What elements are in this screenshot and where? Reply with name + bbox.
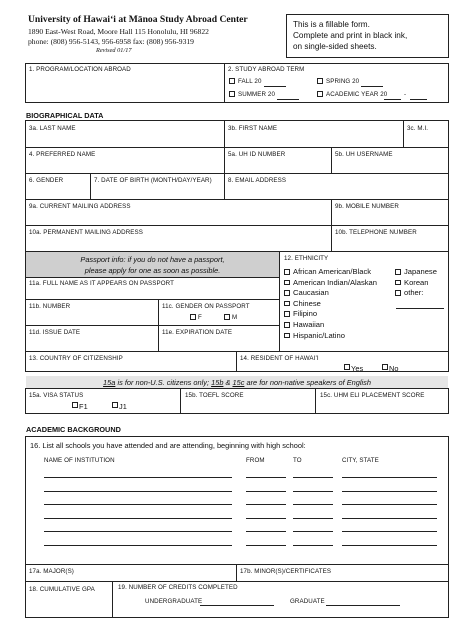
citizenship-label: 13. COUNTRY OF CITIZENSHIP [29,355,123,362]
cumulative-gpa-label: 18. CUMULATIVE GPA [29,586,95,593]
passport-gender-label: 11c. GENDER ON PASSPORT [162,303,250,310]
school-row-institution-input[interactable] [44,491,232,492]
notice-line-1: This is a fillable form. [293,20,370,29]
majors-label: 17a. MAJOR(S) [29,568,74,575]
summer-checkbox[interactable] [229,91,235,97]
undergraduate-credits-input[interactable] [200,605,274,606]
gender-input[interactable] [26,186,89,198]
preferred-name-input[interactable] [26,160,223,172]
ethnicity-left-label: African American/Black [293,267,372,276]
school-row-from-input[interactable] [246,491,286,492]
passport-gender-f-checkbox[interactable] [190,314,196,320]
ethnicity-right-label: other: [404,288,424,298]
schools-instructions: 16. List all schools you have attended and are attending, beginning with high school: [30,441,306,450]
school-row-to-input[interactable] [293,545,333,546]
graduate-label: GRADUATE [290,598,325,605]
resident-no-label: No [389,364,399,373]
academic-year-checkbox[interactable] [317,91,323,97]
ethnicity-label: 12. ETHNICITY [284,255,329,262]
school-row-city-state-input[interactable] [342,531,437,532]
email-label: 8. EMAIL ADDRESS [228,177,287,184]
visa-f1-label: F1 [79,402,88,411]
ethnicity-left-checkbox[interactable] [284,322,290,328]
passport-expiration-label: 11e. EXPIRATION DATE [162,329,233,336]
mailing-address-input[interactable] [26,212,330,224]
passport-info-line-1: Passport info: if you do not have a passport, [80,255,225,264]
toefl-score-label: 15b. TOEFL SCORE [185,392,244,399]
program-location-input[interactable] [26,75,223,102]
language-note: 15a is for non-U.S. citizens only; 15b & 15c are for non-native speakers of English [103,378,371,387]
ethnicity-right-checkbox[interactable] [395,280,401,286]
date-of-birth-label: 7. DATE OF BIRTH (MONTH/DAY/YEAR) [94,177,212,184]
first-name-label: 3b. FIRST NAME [228,125,278,132]
uh-username-label: 5b. UH USERNAME [335,151,393,158]
passport-gender-m-checkbox[interactable] [224,314,230,320]
hawaii-resident-label: 14. RESIDENT OF HAWAIʻI [240,355,319,362]
notice-line-3: on single-sided sheets. [293,42,377,51]
middle-initial-input[interactable] [404,134,448,146]
resident-no-checkbox[interactable] [382,364,388,370]
biographical-data-heading: BIOGRAPHICAL DATA [26,111,104,120]
school-row-city-state-input[interactable] [342,518,437,519]
university-title: University of Hawaiʻi at Mānoa Study Abroad Center [28,14,248,25]
academic-year-dash: - [404,91,407,98]
school-row-from-input[interactable] [246,504,286,505]
minors-input[interactable] [360,566,448,580]
preferred-name-label: 4. PREFERRED NAME [29,151,96,158]
school-row-institution-input[interactable] [44,531,232,532]
school-row-from-input[interactable] [246,477,286,478]
city-state-column-header: CITY, STATE [342,457,379,464]
majors-input[interactable] [80,566,235,580]
ethnicity-left-label: Hispanic/Latino [293,330,345,340]
ethnicity-left-label: American Indian/Alaskan [293,277,377,287]
school-row-institution-input[interactable] [44,504,232,505]
telephone-number-label: 10b. TELEPHONE NUMBER [335,229,417,236]
passport-full-name-input[interactable] [26,289,278,298]
academic-year-start-input[interactable] [384,99,401,100]
ethnicity-left-label: Filipino [293,309,318,319]
school-row-city-state-input[interactable] [342,477,437,478]
mailing-address-label: 9a. CURRENT MAILING ADDRESS [29,203,131,210]
uh-username-input[interactable] [332,160,448,172]
ethnicity-left-checkbox[interactable] [284,269,290,275]
uh-id-label: 5a. UH ID NUMBER [228,151,286,158]
school-row-institution-input[interactable] [44,545,232,546]
school-row-to-input[interactable] [293,504,333,505]
ethnicity-right-checkbox[interactable] [395,269,401,275]
passport-gender-f-label: F [198,314,202,321]
center-address: 1890 East-West Road, Moore Hall 115 Honolulu, HI 96822 [28,27,209,36]
visa-f1-checkbox[interactable] [72,402,78,408]
program-location-label: 1. PROGRAM/LOCATION ABROAD [29,66,131,73]
ethnicity-right-label: Korean [404,277,429,287]
from-column-header: FROM [246,457,265,464]
summer-label: SUMMER 20 [238,91,276,98]
spring-checkbox[interactable] [317,78,323,84]
institution-column-header: NAME OF INSTITUTION [44,457,115,464]
passport-gender-m-label: M [232,314,238,321]
academic-year-end-input[interactable] [410,99,427,100]
visa-j1-label: J1 [119,402,128,411]
passport-issue-date-input[interactable] [26,338,157,350]
ethnicity-left-checkbox[interactable] [284,333,290,339]
ethnicity-left-checkbox[interactable] [284,311,290,317]
last-name-label: 3a. LAST NAME [29,125,76,132]
passport-number-input[interactable] [26,312,157,324]
eli-score-input[interactable] [316,401,448,413]
school-row-from-input[interactable] [246,531,286,532]
school-row-to-input[interactable] [293,518,333,519]
gender-label: 6. GENDER [29,177,64,184]
ethnicity-left-checkbox[interactable] [284,301,290,307]
passport-full-name-label: 11a. FULL NAME AS IT APPEARS ON PASSPORT [29,280,174,287]
minors-label: 17b. MINOR(S)/CERTIFICATES [240,568,332,575]
school-row-to-input[interactable] [293,491,333,492]
spring-label: SPRING 20 [326,78,360,85]
fall-label: FALL 20 [238,78,262,85]
visa-status-label: 15a. VISA STATUS [29,392,84,399]
passport-issue-date-label: 11d. ISSUE DATE [29,329,81,336]
school-row-to-input[interactable] [293,477,333,478]
cumulative-gpa-input[interactable] [26,595,111,617]
passport-info-line-2: please apply for one as soon as possible. [84,266,221,275]
resident-yes-label: Yes [351,364,364,373]
mobile-number-input[interactable] [332,212,448,224]
school-row-city-state-input[interactable] [342,545,437,546]
mobile-number-label: 9b. MOBILE NUMBER [335,203,399,210]
citizenship-input[interactable] [26,364,235,371]
fillable-notice-box [286,14,449,58]
uh-id-input[interactable] [225,160,330,172]
ethnicity-left-checkbox[interactable] [284,280,290,286]
fall-checkbox[interactable] [229,78,235,84]
academic-background-heading: ACADEMIC BACKGROUND [26,425,121,434]
visa-j1-checkbox[interactable] [112,402,118,408]
summer-year-input[interactable] [277,99,299,100]
undergraduate-label: UNDERGRADUATE [145,598,203,605]
fall-year-input[interactable] [264,86,286,87]
email-input[interactable] [225,186,448,198]
eli-score-label: 15c. UHM ELI PLACEMENT SCORE [320,392,425,399]
school-row-city-state-input[interactable] [342,504,437,505]
passport-number-label: 11b. NUMBER [29,303,71,310]
school-row-to-input[interactable] [293,531,333,532]
credits-completed-label: 19. NUMBER OF CREDITS COMPLETED [118,584,238,591]
telephone-number-input[interactable] [332,238,448,250]
last-name-input[interactable] [26,134,223,146]
school-row-institution-input[interactable] [44,477,232,478]
first-name-input[interactable] [225,134,402,146]
ethnicity-left-label: Caucasian [293,288,329,298]
ethnicity-right-label: Japanese [404,267,437,276]
ethnicity-left-label: Hawaiian [293,320,325,329]
toefl-score-input[interactable] [181,401,314,413]
ethnicity-right-checkbox[interactable] [395,290,401,296]
academic-year-label: ACADEMIC YEAR 20 [326,91,388,98]
graduate-credits-input[interactable] [326,605,400,606]
center-phone: phone: (808) 956-5143, 956-6958 fax: (808) 956-9319 [28,37,194,46]
permanent-address-label: 10a. PERMANENT MAILING ADDRESS [29,229,143,236]
school-row-from-input[interactable] [246,545,286,546]
ethnicity-other-input[interactable] [396,308,444,309]
ethnicity-left-label: Chinese [293,298,321,308]
study-term-label: 2. STUDY ABROAD TERM [228,66,305,73]
school-row-from-input[interactable] [246,518,286,519]
permanent-address-input[interactable] [26,238,330,250]
notice-line-2: Complete and print in black ink, [293,31,408,40]
date-of-birth-input[interactable] [91,186,223,198]
passport-expiration-input[interactable] [159,338,278,350]
school-row-institution-input[interactable] [44,518,232,519]
middle-initial-label: 3c. M.I. [407,125,429,132]
resident-yes-checkbox[interactable] [344,364,350,370]
to-column-header: TO [293,457,302,464]
revised-date: Revised 01/17 [96,47,132,54]
spring-year-input[interactable] [361,86,383,87]
ethnicity-left-checkbox[interactable] [284,290,290,296]
school-row-city-state-input[interactable] [342,491,437,492]
